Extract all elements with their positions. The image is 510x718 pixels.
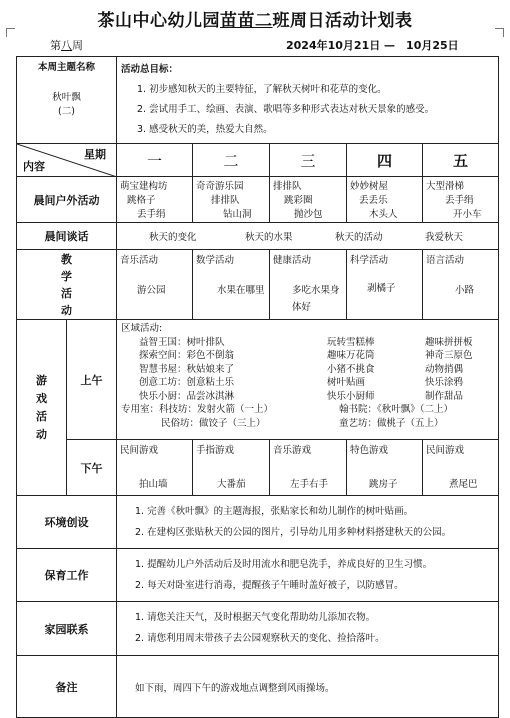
afternoon-name: 煮尾巴 bbox=[449, 479, 478, 490]
afternoon-name: 跳房子 bbox=[369, 479, 398, 490]
teaching-cell-mon bbox=[117, 250, 193, 320]
teaching-name: 小路 bbox=[455, 285, 475, 296]
outdoor-line: 钻山洞 bbox=[223, 209, 252, 220]
morning-outdoor-label: 晨间户外活动 bbox=[17, 177, 117, 223]
afternoon-name: 左手右手 bbox=[290, 479, 329, 490]
environment-item: 1. 完善《秋叶飘》的主题海报，张贴家长和幼儿制作的树叶贴画。 bbox=[135, 506, 414, 517]
afternoon-type: 民间游戏 bbox=[120, 445, 159, 456]
page-title bbox=[0, 6, 510, 31]
morning-talk-label: 晨间谈话 bbox=[17, 223, 117, 250]
area-item: 趣味万花筒 bbox=[327, 350, 375, 361]
theme-name: 秋叶飘 bbox=[52, 92, 81, 103]
afternoon-cell-mon bbox=[117, 440, 193, 496]
area-item: 创意工坊：创意粘土乐 bbox=[139, 377, 235, 388]
area-row bbox=[121, 376, 494, 390]
school-name: 茶山中心幼儿园 bbox=[97, 11, 220, 31]
area-activities-cell bbox=[117, 320, 499, 440]
special-row bbox=[121, 403, 494, 417]
area-item: 探索空间：彩色不倒翁 bbox=[139, 350, 235, 361]
content-label: 内容 bbox=[23, 160, 45, 173]
remarks-label: 备注 bbox=[17, 656, 117, 718]
theme-label: 本周主题名称 bbox=[38, 62, 96, 73]
outdoor-cell-mon bbox=[117, 177, 193, 223]
area-item: 神奇三原色 bbox=[425, 350, 473, 361]
week-num: 八 bbox=[61, 39, 72, 52]
teaching-subject: 健康活动 bbox=[273, 255, 312, 266]
afternoon-type: 民间游戏 bbox=[426, 445, 465, 456]
outdoor-line: 抛沙包 bbox=[294, 209, 323, 220]
home-item: 2. 请您利用周末带孩子去公园观察秋天的变化、捡拾落叶。 bbox=[135, 633, 385, 644]
care-item: 1. 提醒幼儿户外活动后及时用流水和肥皂洗手，养成良好的卫生习惯。 bbox=[135, 559, 433, 570]
teaching-label: 教学活动 bbox=[61, 252, 72, 317]
day-friday: 五 bbox=[423, 144, 499, 177]
environment-item: 2. 在建构区张贴秋天的公园的图片，引导幼儿用多种材料搭建秋天的公园。 bbox=[135, 527, 452, 538]
afternoon-type: 手指游戏 bbox=[196, 445, 235, 456]
special-item: 翰书院：《秋叶飘》（二上） bbox=[339, 404, 454, 415]
area-heading: 区域活动: bbox=[121, 323, 163, 334]
teaching-subject: 科学活动 bbox=[350, 255, 389, 266]
area-item: 制作甜品 bbox=[425, 390, 464, 402]
area-row bbox=[121, 390, 494, 404]
weekday-header-corner bbox=[17, 144, 117, 177]
date-range: 2024年10月21日 — 10月25日 bbox=[286, 39, 459, 52]
area-item: 快乐小厨师 bbox=[327, 390, 375, 402]
area-row bbox=[121, 349, 494, 363]
games-label: 游戏活动 bbox=[36, 373, 47, 441]
weekly-plan-table bbox=[16, 56, 499, 718]
afternoon-cell-tue bbox=[193, 440, 270, 496]
outdoor-line: 大型滑梯 bbox=[426, 181, 465, 192]
area-item: 快乐涂鸦 bbox=[425, 377, 464, 388]
outdoor-cell-fri bbox=[423, 177, 499, 223]
afternoon-type: 特色游戏 bbox=[350, 445, 389, 456]
day-thursday: 四 bbox=[347, 144, 423, 177]
outdoor-line: 奇奇游乐园 bbox=[196, 181, 244, 192]
outdoor-line: 开小车 bbox=[453, 209, 482, 220]
games-morning-label: 上午 bbox=[67, 320, 117, 440]
teaching-subject: 语言活动 bbox=[426, 255, 465, 266]
afternoon-type: 音乐游戏 bbox=[273, 445, 312, 456]
outdoor-line: 跳彩圈 bbox=[284, 195, 313, 206]
area-item: 快乐小厨：品尝冰淇淋 bbox=[139, 390, 235, 402]
weekday-label: 星期 bbox=[84, 148, 107, 161]
outdoor-line: 丢丢乐 bbox=[359, 195, 388, 206]
environment-cell bbox=[117, 496, 499, 549]
outdoor-line: 萌宝建构坊 bbox=[120, 181, 168, 192]
special-item: 民俗坊：做饺子（三上） bbox=[161, 417, 266, 429]
environment-label: 环境创设 bbox=[17, 496, 117, 549]
theme-cell bbox=[17, 57, 117, 144]
outdoor-line: 木头人 bbox=[369, 209, 398, 220]
teaching-cell-wed bbox=[270, 250, 347, 320]
outdoor-line: 跳格子 bbox=[127, 195, 156, 206]
area-item: 智慧书屋：秋姑娘来了 bbox=[139, 363, 235, 375]
teaching-label-cell bbox=[17, 250, 117, 320]
goals-heading: 活动总目标： bbox=[121, 64, 179, 75]
teaching-subject: 音乐活动 bbox=[120, 255, 159, 266]
afternoon-cell-fri bbox=[423, 440, 499, 496]
area-item: 小猪不挑食 bbox=[327, 363, 375, 375]
class-name: 苗苗二 bbox=[220, 11, 273, 31]
teaching-name: 水果在哪里 bbox=[217, 285, 265, 296]
outdoor-line: 妙妙树屋 bbox=[350, 181, 389, 192]
area-item: 益智王国：树叶排队 bbox=[139, 336, 225, 348]
outdoor-cell-wed bbox=[270, 177, 347, 223]
week-number bbox=[50, 37, 83, 53]
afternoon-cell-thu bbox=[347, 440, 423, 496]
outdoor-line: 排排队 bbox=[211, 195, 240, 206]
goal-item: 2. 尝试用手工、绘画、表演、歌唱等多种形式表达对秋天景象的感受。 bbox=[137, 104, 435, 115]
special-row bbox=[121, 417, 494, 431]
area-item: 趣味拼拼板 bbox=[425, 336, 473, 348]
teaching-cell-fri bbox=[423, 250, 499, 320]
week-suffix: 周 bbox=[72, 39, 83, 52]
outdoor-cell-tue bbox=[193, 177, 270, 223]
home-contact-cell bbox=[117, 602, 499, 656]
area-item: 动物捎偶 bbox=[425, 363, 464, 375]
outdoor-cell-thu bbox=[347, 177, 423, 223]
day-wednesday: 三 bbox=[270, 144, 347, 177]
teaching-subject: 数学活动 bbox=[196, 255, 235, 266]
outdoor-line: 丢手绢 bbox=[445, 195, 474, 206]
home-item: 1. 请您关注天气，及时根据天气变化帮助幼儿添加衣物。 bbox=[135, 612, 376, 623]
games-afternoon-label: 下午 bbox=[67, 440, 117, 496]
day-monday: 一 bbox=[117, 144, 193, 177]
area-item: 树叶贴画 bbox=[327, 377, 366, 388]
teaching-name: 游公园 bbox=[137, 285, 166, 296]
theme-part: (二) bbox=[58, 106, 75, 117]
morning-talk-cell bbox=[117, 223, 499, 250]
teaching-name: 多吃水果身体好 bbox=[292, 285, 340, 313]
teaching-cell-tue bbox=[193, 250, 270, 320]
area-row bbox=[121, 336, 494, 350]
care-item: 2. 每天对卧室进行消毒，提醒孩子午睡时盖好被子，以防感冒。 bbox=[135, 580, 404, 591]
area-row bbox=[121, 363, 494, 377]
goals-cell bbox=[117, 57, 499, 144]
talk-topic: 秋天的变化 bbox=[149, 232, 197, 243]
games-label-cell bbox=[17, 320, 67, 496]
goal-item: 3. 感受秋天的美，热爱大自然。 bbox=[137, 124, 273, 135]
talk-topic: 秋天的活动 bbox=[335, 232, 383, 243]
afternoon-name: 拍山墙 bbox=[139, 479, 168, 490]
remarks-text: 如下雨，周四下午的游戏地点调整到风雨操场。 bbox=[117, 656, 499, 718]
area-item: 玩转雪糕棒 bbox=[327, 336, 375, 348]
title-suffix: 班周日活动计划表 bbox=[272, 11, 413, 31]
home-contact-label: 家园联系 bbox=[17, 602, 117, 656]
special-item: 专用室：科技坊：发射火箭（一上） bbox=[121, 404, 274, 415]
day-tuesday: 二 bbox=[193, 144, 270, 177]
outdoor-line: 排排队 bbox=[273, 181, 302, 192]
talk-topic: 我爱秋天 bbox=[425, 232, 464, 243]
special-item: 童艺坊：做桃子（五上） bbox=[339, 417, 444, 429]
teaching-cell-thu bbox=[347, 250, 423, 320]
care-cell bbox=[117, 549, 499, 602]
teaching-name: 剥橘子 bbox=[367, 283, 396, 294]
afternoon-name: 大番茄 bbox=[217, 479, 246, 490]
afternoon-cell-wed bbox=[270, 440, 347, 496]
outdoor-line: 丢手绢 bbox=[137, 209, 166, 220]
talk-topic: 秋天的水果 bbox=[245, 232, 293, 243]
week-prefix: 第 bbox=[50, 39, 61, 52]
care-label: 保育工作 bbox=[17, 549, 117, 602]
goal-item: 1. 初步感知秋天的主要特征，了解秋天树叶和花草的变化。 bbox=[137, 84, 387, 95]
